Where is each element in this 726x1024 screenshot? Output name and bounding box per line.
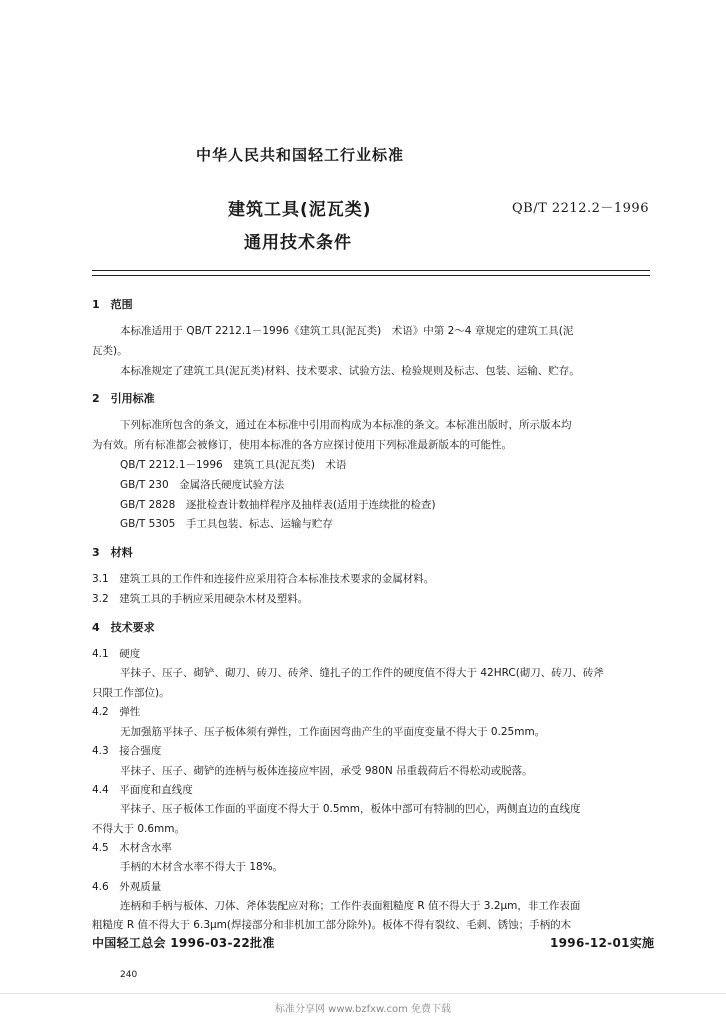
- clause-4-2-text: 无加强筋平抹子、压子板体须有弹性，工作面因弯曲产生的平面度变量不得大于 0.25mm。: [120, 726, 546, 738]
- clause-3-2: 3.2 建筑工具的手柄应采用硬杂木材及塑料。: [92, 593, 309, 605]
- clause-4-6-heading: 4.6 外观质量: [92, 881, 162, 893]
- section-2-paragraph-line-1: 下列标准所包含的条文，通过在本标准中引用而构成为本标准的条文。本标准出版时，所示版本均: [120, 419, 572, 431]
- page-number: 240: [120, 970, 138, 980]
- section-1-heading: 1 范围: [92, 298, 133, 311]
- clause-4-3-heading: 4.3 接合强度: [92, 745, 162, 757]
- section-1-paragraph-2: 本标准规定了建筑工具(泥瓦类)材料、技术要求、试验方法、检验规则及标志、包装、运输、贮存。: [120, 365, 580, 377]
- section-2-heading: 2 引用标准: [92, 392, 155, 405]
- implementation-date: 1996-12-01实施: [550, 936, 655, 950]
- reference-item: QB/T 2212.1－1996 建筑工具(泥瓦类) 术语: [120, 459, 347, 471]
- clause-4-5-heading: 4.5 木材含水率: [92, 842, 172, 854]
- standard-code: QB/T 2212.2－1996: [512, 201, 649, 216]
- section-2-paragraph-line-2: 为有效。所有标准都会被修订，使用本标准的各方应探讨使用下列标准最新版本的可能性。: [92, 439, 512, 451]
- section-1-paragraph-1-line-1: 本标准适用于 QB/T 2212.1－1996《建筑工具(泥瓦类) 术语》中第 2～4 章规定的建筑工具(泥: [120, 325, 574, 337]
- section-1-paragraph-1-line-2: 瓦类)。: [92, 345, 128, 357]
- clause-4-1-text-line-1: 平抹子、压子、砌铲、砌刀、砖刀、砖斧、缝扎子的工作件的硬度值不得大于 42HRC(砌刀、砖刀、砖斧: [120, 667, 604, 679]
- clause-3-1: 3.1 建筑工具的工作件和连接件应采用符合本标准技术要求的金属材料。: [92, 573, 435, 585]
- clause-4-3-text: 平抹子、压子、砌铲的连柄与板体连接应牢固，承受 980N 吊重载荷后不得松动或脱落。: [120, 765, 533, 777]
- reference-item: GB/T 5305 手工具包装、标志、运输与贮存: [120, 518, 333, 530]
- clause-4-4-text-line-2: 不得大于 0.6mm。: [92, 823, 185, 835]
- clause-4-4-heading: 4.4 平面度和直线度: [92, 784, 193, 796]
- footer-divider: [0, 993, 726, 994]
- clause-4-2-heading: 4.2 弹性: [92, 706, 141, 718]
- clause-4-4-text-line-1: 平抹子、压子板体工作面的平面度不得大于 0.5mm，板体中部可有特制的凹心，两侧直边的直线度: [120, 803, 581, 815]
- document-title: 建筑工具(泥瓦类): [228, 200, 372, 220]
- standard-type-heading: 中华人民共和国轻工行业标准: [196, 146, 405, 164]
- clause-4-1-text-line-2: 只限工作部位)。: [92, 687, 170, 699]
- header-rule-bottom: [92, 275, 650, 276]
- clause-4-6-text-line-1: 连柄和手柄与板体、刀体、斧体装配应对称；工作件表面粗糙度 R 值不得大于 3.2μm，非工作表面: [120, 900, 581, 912]
- section-3-heading: 3 材料: [92, 546, 133, 559]
- document-subtitle: 通用技术条件: [244, 233, 352, 253]
- reference-item: GB/T 2828 逐批检查计数抽样程序及抽样表(适用于连续批的检查): [120, 499, 436, 511]
- reference-item: GB/T 230 金属洛氏硬度试验方法: [120, 479, 285, 491]
- watermark-footer: 标准分享网 www.bzfxw.com 免费下载: [275, 1004, 451, 1015]
- clause-4-1-heading: 4.1 硬度: [92, 648, 141, 660]
- approval-date: 中国轻工总会 1996-03-22批准: [92, 936, 275, 950]
- header-rule-top: [92, 270, 650, 271]
- clause-4-6-text-line-2: 粗糙度 R 值不得大于 6.3μm(焊接部分和非机加工部分除外)。板体不得有裂纹、毛刺、锈蚀；手柄的木: [92, 919, 572, 931]
- section-4-heading: 4 技术要求: [92, 621, 155, 634]
- clause-4-5-text: 手柄的木材含水率不得大于 18%。: [120, 861, 284, 873]
